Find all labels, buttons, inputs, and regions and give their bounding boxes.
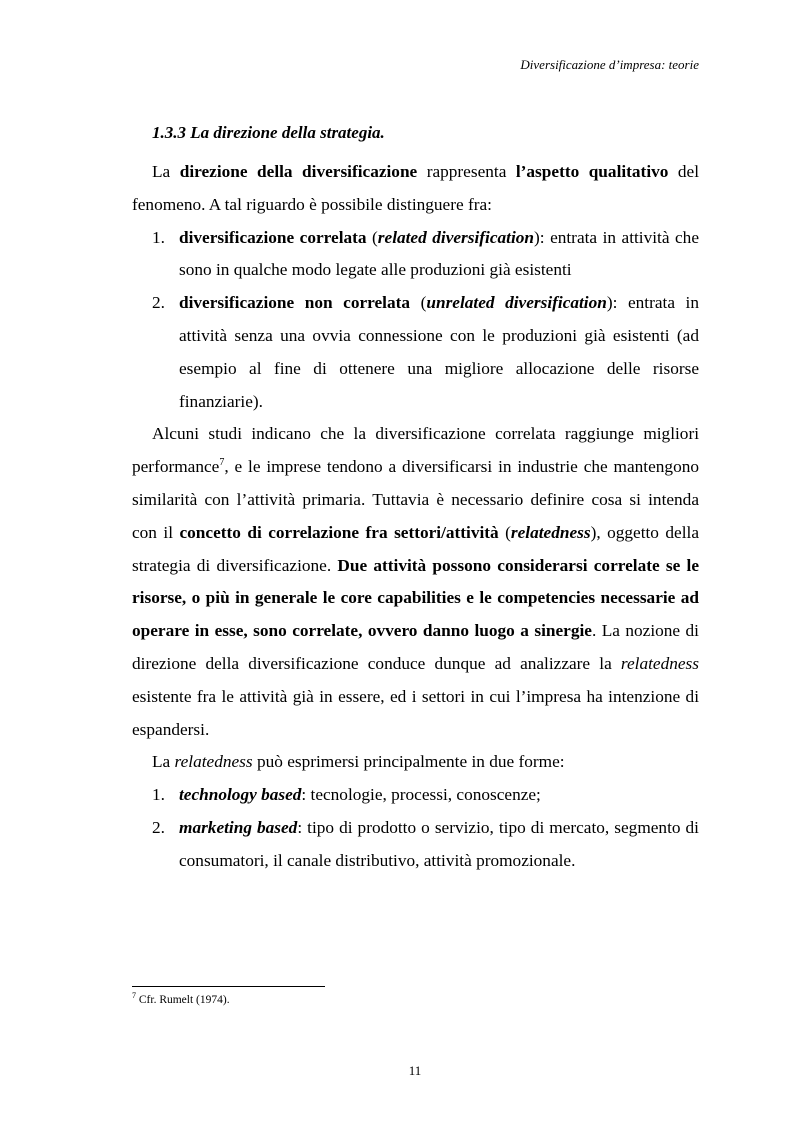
- list-number: 1.: [152, 227, 165, 247]
- text-run: : tipo di prodotto o servizio, tipo di mercato, segmento di consumatori, il canale distributivo, attività promozionale.: [179, 817, 699, 870]
- text-run: (: [410, 293, 427, 313]
- text-run: esistente fra le attività già in essere, ed i settori in cui l’impresa ha intenzione di espandersi.: [132, 686, 699, 739]
- italic-term: relatedness: [174, 752, 253, 772]
- text-run: (: [366, 227, 378, 247]
- running-header: Diversificazione d’impresa: teorie: [520, 57, 699, 72]
- footnote-reference: 7: [219, 457, 225, 469]
- italic-term: relatedness: [620, 653, 699, 673]
- section-title: 1.3.3 La direzione della strategia.: [152, 123, 385, 142]
- list-item-marketing: [132, 812, 699, 878]
- footnote-text: Cfr. Rumelt (1974).: [136, 994, 230, 1006]
- list-number: 1.: [152, 785, 165, 805]
- paragraph-relatedness: [132, 418, 699, 746]
- text-run: ), oggetto della strategia di diversificazione.: [132, 522, 699, 575]
- list-item-related: [132, 222, 699, 288]
- text-run: La: [152, 162, 180, 181]
- body-text: [132, 156, 699, 878]
- list-item-technology: [132, 779, 699, 812]
- bold-term: direzione della diversificazione: [179, 162, 418, 181]
- list-item-unrelated: [132, 287, 699, 418]
- bold-italic-term: unrelated diversification: [426, 293, 607, 313]
- text-run: . La nozione di direzione della diversificazione conduce dunque ad analizzare la: [132, 621, 699, 673]
- footnote-number: 7: [132, 991, 136, 1000]
- text-run: può esprimersi principalmente in due forme:: [252, 752, 565, 772]
- bold-italic-term: relatedness: [510, 522, 591, 542]
- text-run: ): entrata in attività senza una ovvia connessione con le produzioni già esistenti (ad esempio al fine di ottenere una migliore allocazione delle risorse finanziarie).: [179, 293, 700, 411]
- paragraph-intro: [132, 156, 699, 222]
- bold-term: l’aspetto qualitativo: [515, 162, 669, 181]
- bold-term: diversificazione non correlata: [179, 293, 411, 313]
- footnote: [132, 991, 230, 1006]
- text-run: ): entrata in attività che sono in qualche modo legate alle produzioni già esistenti: [179, 227, 699, 280]
- text-run: del fenomeno. A tal riguardo è possibile distinguere fra:: [132, 162, 700, 214]
- text-run: Alcuni studi indicano che la diversificazione correlata raggiunge migliori performance: [132, 424, 699, 477]
- text-run: (: [498, 522, 511, 542]
- direction-list: [132, 222, 699, 419]
- bold-term: diversificazione correlata: [179, 227, 367, 247]
- forms-list: [132, 779, 699, 877]
- bold-term: Due attività possono considerarsi correlate se le risorse, o più in generale le core capabilities e le competencies necessarie ad operare in esse, sono correlate, ovvero danno luogo a sinergie: [132, 555, 699, 641]
- text-run: , e le imprese tendono a diversificarsi in industrie che mantengono similarità con l’attività primaria. Tuttavia è necessario definire cosa si intenda con il: [132, 457, 699, 542]
- bold-italic-term: technology based: [179, 785, 302, 805]
- footnote-separator: [132, 986, 325, 987]
- list-number: 2.: [152, 293, 165, 313]
- bold-italic-term: marketing based: [179, 817, 298, 837]
- text-run: : tecnologie, processi, conoscenze;: [301, 785, 541, 805]
- bold-italic-term: related diversification: [377, 227, 535, 247]
- paragraph-forms: [132, 746, 699, 779]
- bold-term: concetto di correlazione fra settori/attività: [179, 522, 499, 542]
- page-number: 11: [408, 1063, 422, 1078]
- text-run: rappresenta: [417, 162, 516, 181]
- list-number: 2.: [152, 817, 165, 837]
- text-run: La: [152, 752, 175, 772]
